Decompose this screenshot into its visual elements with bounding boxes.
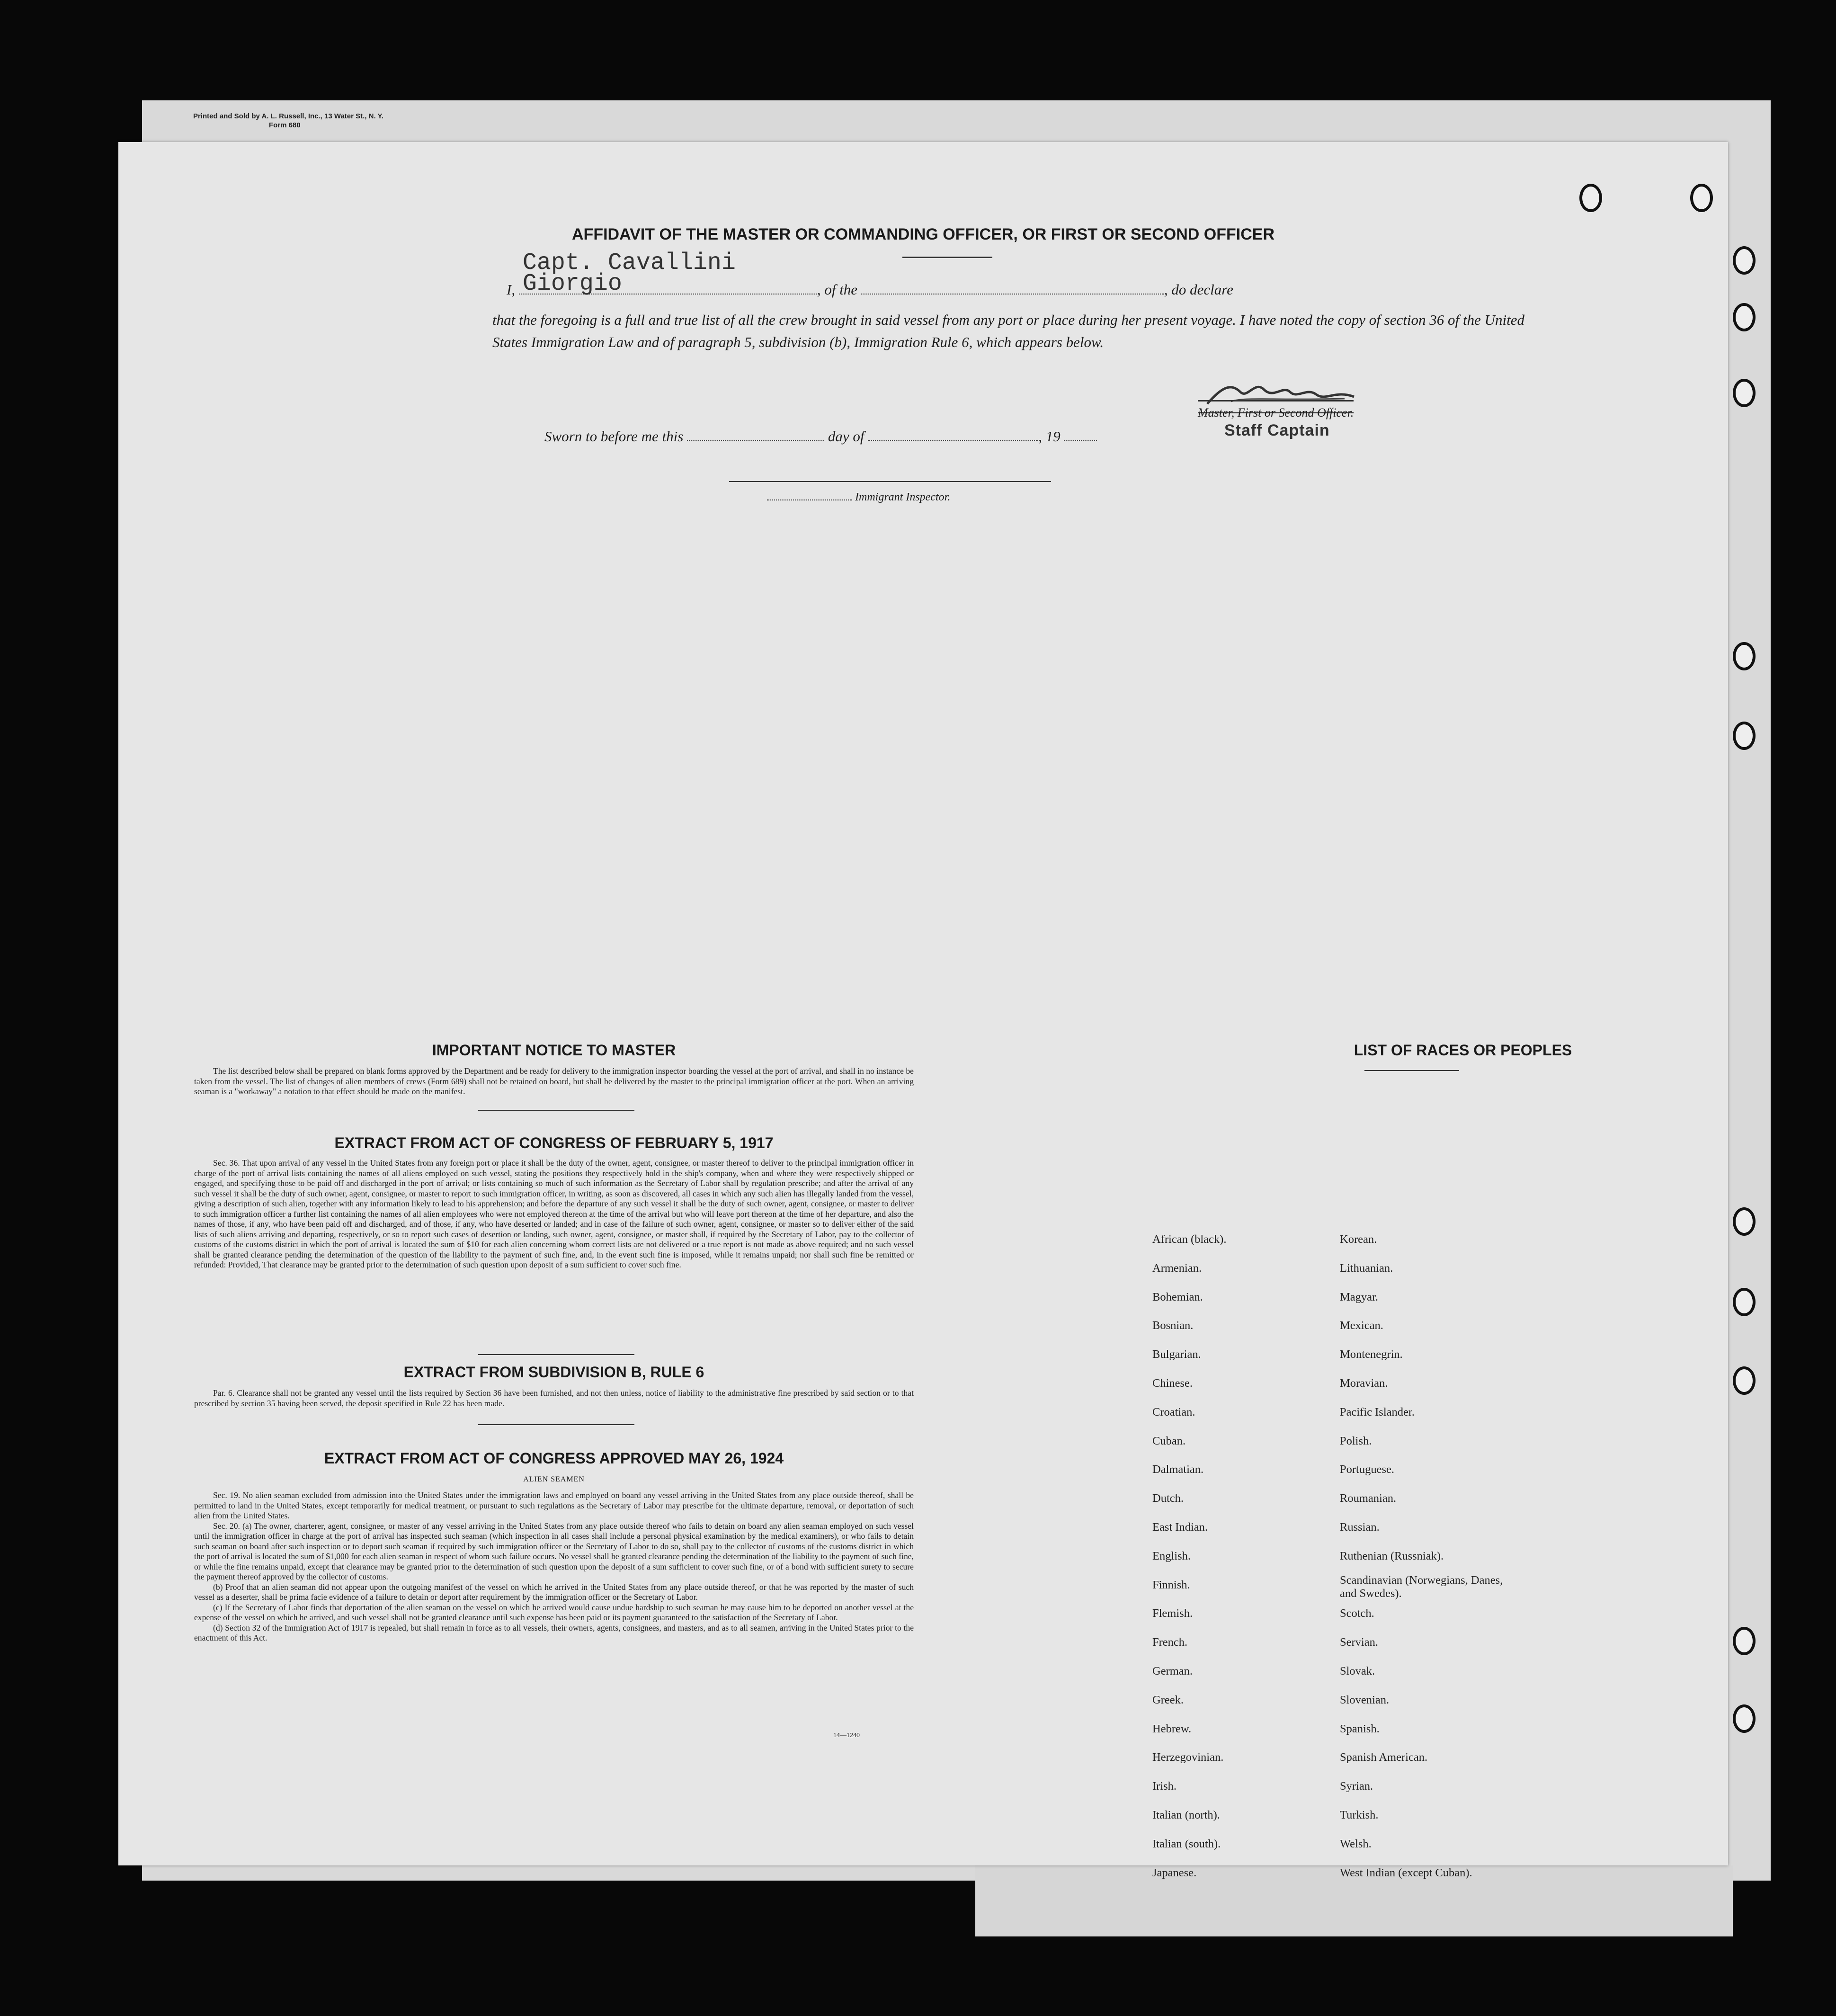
race-item: Italian (south). <box>1152 1837 1221 1850</box>
race-item: Spanish American. <box>1340 1751 1428 1764</box>
race-item: Slovenian. <box>1340 1693 1390 1706</box>
race-item: Scotch. <box>1340 1607 1374 1620</box>
extract-1917-title: EXTRACT FROM ACT OF CONGRESS OF FEBRUARY 5, 1917 <box>334 1134 774 1151</box>
punch-hole <box>1733 303 1756 331</box>
race-item: Hebrew. <box>1152 1722 1192 1735</box>
race-item: Turkish. <box>1340 1808 1379 1821</box>
punch-hole <box>1733 1627 1756 1655</box>
printer-line-2: Form 680 <box>269 121 301 129</box>
races-left-column <box>1152 1225 1226 1887</box>
race-item: Bulgarian. <box>1152 1348 1201 1361</box>
printer-imprint <box>193 112 383 130</box>
race-item: Russian. <box>1340 1520 1380 1534</box>
race-item: Herzegovinian. <box>1152 1751 1224 1764</box>
sec-20a: Sec. 20. (a) The owner, charterer, agent, consignee, or master of any vessel arriving in the United States from any place outside thereof who fails to detain on board any alien seaman employed on such vessel until the immigration officer in charge at the port of arrival has inspected such seaman (which inspection in all cases shall include a personal physical examination by the medical examiners), or who fails to detain such seaman on board after such inspection or to deport such seaman if required by such immigration officer or the Secretary of Labor to do so, shall pay to the collector of customs of the customs district in which the port of arrival is located the sum of $1,000 for each alien seaman in respect of whom such failure occurs. No vessel shall be granted clearance pending the determination of the liability to the payment of such fine, or while the fine remains unpaid, except that clearance may be granted prior to the determination of such question upon the deposit of a sum sufficient to cover such fine, or of a bond with sufficient surety to secure the payment thereof approved by the collector of customs. <box>194 1521 914 1581</box>
day-of-label: day of <box>828 428 865 445</box>
affidavit-sheet <box>118 142 1728 1879</box>
races-rule <box>1364 1070 1459 1071</box>
race-item: Portuguese. <box>1340 1463 1394 1476</box>
race-item: Cuban. <box>1152 1434 1186 1447</box>
race-item: Greek. <box>1152 1693 1184 1706</box>
race-item: East Indian. <box>1152 1520 1208 1534</box>
divider <box>478 1110 634 1111</box>
race-item: Ruthenian (Russniak). <box>1340 1549 1444 1562</box>
divider <box>478 1354 634 1355</box>
extract-1924-title: EXTRACT FROM ACT OF CONGRESS APPROVED MAY 26, 1924 <box>324 1450 784 1467</box>
do-declare-label: , do declare <box>1164 281 1233 298</box>
race-item: Bohemian. <box>1152 1290 1203 1303</box>
declaration-prefix: I, <box>507 281 516 298</box>
race-item: Syrian. <box>1340 1780 1373 1793</box>
race-item: Scandinavian (Norwegians, Danes, and Swedes). <box>1340 1573 1503 1600</box>
of-the-label: , of the <box>817 281 858 298</box>
race-item: Dalmatian. <box>1152 1463 1204 1476</box>
punch-hole <box>1579 184 1602 212</box>
race-item: Bosnian. <box>1152 1319 1194 1332</box>
punch-hole <box>1733 379 1756 407</box>
race-item: Flemish. <box>1152 1607 1193 1620</box>
title-rule <box>902 257 992 258</box>
punch-hole <box>1690 184 1713 212</box>
staff-captain-stamp: Staff Captain <box>1224 421 1330 439</box>
printer-line-1: Printed and Sold by A. L. Russell, Inc., 13 Water St., N. Y. <box>193 112 384 120</box>
race-item: Japanese. <box>1152 1866 1197 1879</box>
sworn-label: Sworn to before me this <box>544 428 684 445</box>
notice-title: IMPORTANT NOTICE TO MASTER <box>432 1042 676 1059</box>
race-item: Welsh. <box>1340 1837 1372 1850</box>
race-item: Magyar. <box>1340 1290 1378 1303</box>
race-item: Mexican. <box>1340 1319 1383 1332</box>
declaration-line <box>507 250 1524 300</box>
race-item: Italian (north). <box>1152 1808 1220 1821</box>
races-title: LIST OF RACES OR PEOPLES <box>1354 1042 1572 1059</box>
extract-rule6-text: Par. 6. Clearance shall not be granted any vessel until the lists required by Section 36 have been furnished, and not then unless, notice of liability to the administrative fine prescribed by said section or to that prescribed by section 35 having been served, the deposit specified in Rule 22 has been made. <box>194 1388 914 1408</box>
sworn-line <box>544 426 1264 447</box>
extract-1917-text: Sec. 36. That upon arrival of any vessel in the United States from any foreign port or place it shall be the duty of the owner, agent, consignee, or master thereof to deliver to the principal immigration officer in charge of the port of arrival lists containing the names of all aliens employed on such vessel, stating the positions they respectively hold in the ship's company, when and where they were respectively shipped or engaged, and specifying those to be paid off and discharged in the port of arrival; or lists containing so much of such information as the Secretary of Labor shall by regulation prescribe; and after the arrival of any such vessel it shall be the duty of such owner, agent, consignee, or master to report to such immigration officer, in writing, as soon as discovered, all cases in which any such alien has illegally landed from the vessel, giving a description of such alien, together with any information likely to lead to his apprehension; and before the departure of any such vessel it shall be the duty of such owner, agent, consignee, or master to deliver to such immigration officer a further list containing the names of all alien employees who were not employed thereon at the time of the arrival but who will leave port thereon at the time of her departure, and also the names of those, if any, who have been paid off and discharged, and of those, if any, who have deserted or landed; and in case of the failure of such owner, agent, consignee, or master so to deliver either of the said lists of such aliens arriving and departing, respectively, or so to report such cases of desertion or landing, such owner, agent, consignee, or master shall, if required by the Secretary of Labor, pay to the collector of customs of the customs district in which the port of arrival is located the sum of $10 for each alien concerning whom correct lists are not delivered or a true report is not made as above required; and no such vessel shall be granted clearance pending the determination of the question of the liability to the payment of such fine, and, in the event such fine is imposed, while it remains unpaid; nor shall such fine be remitted or refunded: Provided, That clearance may be granted prior to the determination of such question upon deposit of a sum sufficient to cover such fine. <box>194 1158 914 1269</box>
punch-hole <box>1733 1366 1756 1395</box>
race-item: Roumanian. <box>1340 1492 1397 1505</box>
race-item: Servian. <box>1340 1636 1378 1649</box>
race-item: Irish. <box>1152 1780 1177 1793</box>
race-item: Croatian. <box>1152 1405 1195 1418</box>
race-item: Slovak. <box>1340 1664 1375 1677</box>
signature-caption: Master, First or Second Officer. <box>1198 400 1354 423</box>
sec-20c: (c) If the Secretary of Labor finds that deportation of the alien seaman on the vessel on which he arrived would cause undue hardship to such seaman he may cause him to be deported on another vessel at the expense of the vessel on which he arrived, and such vessel shall not be granted clearance until such expense has been paid or its payment guaranteed to the satisfaction of the Secretary of Labor. <box>194 1602 914 1622</box>
declarant-name: Capt. Cavallini Giorgio <box>522 250 736 297</box>
race-item: West Indian (except Cuban). <box>1340 1866 1472 1879</box>
extract-1924-body <box>194 1490 914 1643</box>
form-code: 14—1240 <box>833 1732 860 1739</box>
race-item: German. <box>1152 1664 1193 1677</box>
race-item: Korean. <box>1340 1233 1377 1246</box>
race-item: Finnish. <box>1152 1578 1190 1591</box>
punch-hole <box>1733 722 1756 750</box>
affidavit-body: that the foregoing is a full and true list of all the crew brought in said vessel from any port or place during her present voyage. I have noted the copy of section 36 of the United States Immigration Law and of paragraph 5, subdivision (b), Immigration Rule 6, which appears below. <box>492 312 1524 350</box>
punch-hole <box>1733 1207 1756 1236</box>
sec-19: Sec. 19. No alien seaman excluded from admission into the United States under the immigration laws and employed on board any vessel arriving in the United States from any place outside thereof, shall be permitted to land in the United States, except temporarily for medical treatment, or pursuant to such regulations as the Secretary of Labor may prescribe for the ultimate departure, removal, or deportation of such alien from the United States. <box>194 1490 914 1520</box>
race-item: Spanish. <box>1340 1722 1380 1735</box>
sec-20d: (d) Section 32 of the Immigration Act of 1917 is repealed, but shall remain in force as to all vessels, their owners, agents, consignees, and masters, and as to all seamen, arriving in the United States prior to the enactment of this Act. <box>194 1623 914 1642</box>
notice-text: The list described below shall be prepared on blank forms approved by the Department and be ready for delivery to the immigration inspector boarding the vessel at the port of arrival, and shall in no instance be taken from the vessel. The list of changes of alien members of crews (Form 689) shall not be retained on board, but shall be delivered by the master to the principal immigration officer at the port. When an arriving seaman is a "workaway" a notation to that effect should be made on the manifest. <box>194 1066 914 1096</box>
punch-hole <box>1733 1704 1756 1733</box>
inspector-rule <box>729 481 1051 482</box>
year-label: , 19 <box>1038 428 1061 445</box>
race-item: African (black). <box>1152 1233 1227 1246</box>
punch-hole <box>1733 642 1756 670</box>
race-item: Polish. <box>1340 1434 1372 1447</box>
inspector-line <box>767 487 950 508</box>
divider <box>478 1424 634 1425</box>
race-item: Chinese. <box>1152 1376 1193 1390</box>
race-item: Lithuanian. <box>1340 1261 1393 1275</box>
race-item: French. <box>1152 1636 1188 1649</box>
race-item: Montenegrin. <box>1340 1348 1403 1361</box>
inspector-label: Immigrant Inspector. <box>855 491 951 503</box>
race-item: Pacific Islander. <box>1340 1405 1415 1418</box>
race-item: Armenian. <box>1152 1261 1202 1275</box>
race-item: English. <box>1152 1549 1191 1562</box>
punch-hole <box>1733 246 1756 275</box>
race-item: Dutch. <box>1152 1492 1184 1505</box>
races-right-column <box>1340 1225 1510 1887</box>
race-item: Moravian. <box>1340 1376 1388 1390</box>
punch-hole <box>1733 1288 1756 1316</box>
affidavit-title: AFFIDAVIT OF THE MASTER OR COMMANDING OFFICER, OR FIRST OR SECOND OFFICER <box>572 225 1275 243</box>
sec-20b: (b) Proof that an alien seaman did not appear upon the outgoing manifest of the vessel on which he arrived in the United States from any place outside thereof, or that he was reported by the master of such vessel as a deserter, shall be prima facie evidence of a failure to detain or deport after requirement by the immigration officer or the Secretary of Labor. <box>194 1582 914 1602</box>
extract-1924-subtitle: ALIEN SEAMEN <box>523 1475 585 1483</box>
extract-rule6-title: EXTRACT FROM SUBDIVISION B, RULE 6 <box>403 1364 704 1381</box>
